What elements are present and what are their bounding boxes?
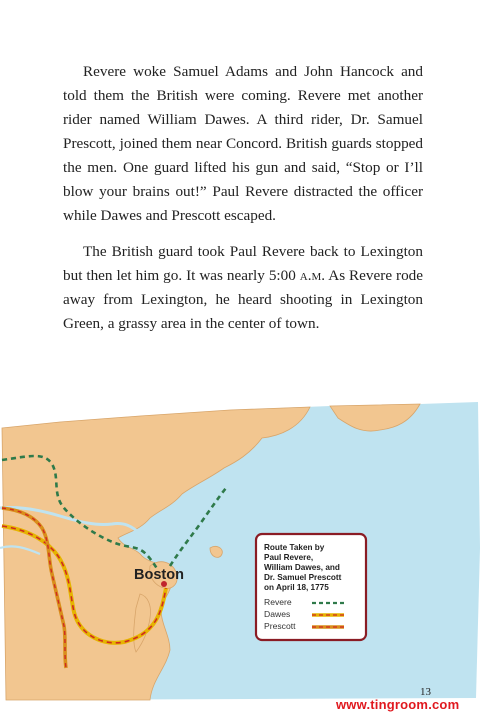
legend-title-line-2: Paul Revere,	[264, 553, 314, 562]
city-label-boston: Boston	[134, 567, 184, 583]
legend-title-line-3: William Dawes, and	[264, 563, 340, 572]
legend-label-prescott: Prescott	[264, 621, 296, 631]
page-number: 13	[420, 686, 431, 698]
map-legend	[256, 534, 366, 640]
paragraph-1-text: Revere woke Samuel Adams and John Hancock and told them the British were coming. Revere met another rider named William Dawes. A third rider, Dr. Samuel Prescott, joined them near Concord. British guards stopped the men. One guard lifted his gun and said, “Stop or I’ll blow your brains out!” Paul Revere distracted the officer while Dawes and Prescott escaped.	[63, 63, 423, 224]
legend-title-line-1: Route Taken by	[264, 543, 325, 552]
time-ampm: a.m.	[299, 267, 326, 284]
legend-label-revere: Revere	[264, 597, 292, 607]
paragraph-2-text	[63, 240, 423, 336]
route-map	[0, 398, 482, 702]
route-map-graphic	[0, 398, 482, 702]
legend-title-line-4: Dr. Samuel Prescott	[264, 573, 342, 582]
paragraph-1	[63, 60, 423, 228]
legend-label-dawes: Dawes	[264, 609, 291, 619]
paragraph-2-part-1: The British guard took Paul Revere back to Lexington but then let him go. It was nearly 5:00	[63, 243, 423, 284]
paragraph-2	[63, 240, 423, 336]
paragraph-2-part-2: As Revere rode away from Lexington, he heard shooting in Lexington Green, a grassy area in the center of town.	[63, 267, 423, 332]
watermark: www.tingroom.com	[336, 697, 460, 712]
legend-title-line-5: on April 18, 1775	[264, 583, 329, 592]
